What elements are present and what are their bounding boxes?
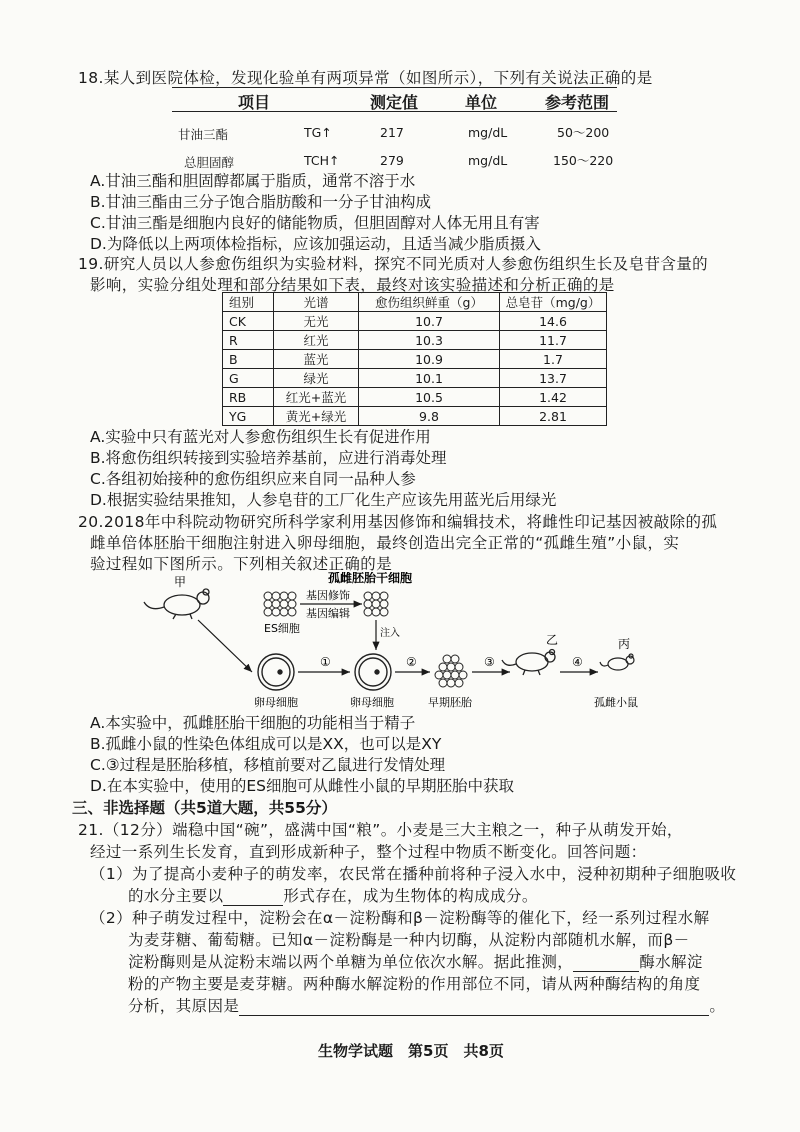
mouse-jia-icon [144,589,209,619]
diagram-label-egg1: 卵母细胞 [254,696,298,709]
table-cell: 13.7 [500,369,607,388]
table-cell: 1.42 [500,388,607,407]
diagram-step-2: ② [406,655,417,669]
q18-table-top-rule [172,87,617,88]
haploid-stem-cell-cluster-icon [364,592,388,616]
diagram-label-egg2: 卵母细胞 [350,696,394,709]
table-cell: CK [223,312,274,331]
table-cell: 10.5 [359,388,500,407]
oocyte-icon [258,654,294,690]
q21-p2-text-end: 。 [709,997,726,1015]
q21-line1: 21.（12分）端稳中国“碗”，盛满中国“粮”。小麦是三大主粮之一，种子从萌发开始， [78,821,683,839]
q20-stem-line1: 20.2018年中科院动物研究所科学家利用基因修饰和编辑技术，将雌性印记基因被敲除的孤 [78,513,718,531]
table-row [223,293,607,312]
q18-stem: 18.某人到医院体检，发现化验单有两项异常（如图所示），下列有关说法正确的是 [78,69,653,87]
q18-row2-item: 总胆固醇 [184,155,235,170]
q21-p1-text-pre: 的水分主要以 [128,887,224,905]
diagram-label-edit: 基因编辑 [306,607,350,620]
diagram-label-mod: 基因修饰 [306,589,350,602]
q18-header-unit: 单位 [465,93,498,112]
diagram-label-yi: 乙 [546,633,559,647]
q20-process-diagram [140,572,660,712]
q19-option-a: A.实验中只有蓝光对人参愈伤组织生长有促进作用 [90,428,431,446]
table-cell: 无光 [274,312,359,331]
q21-line2: 经过一系列生长发育，直到形成新种子，整个过程中物质不断变化。回答问题： [90,843,647,861]
q20-option-d: D.在本实验中，使用的ES细胞可从雌性小鼠的早期胚胎中获取 [90,777,514,795]
mouse-yi-icon [502,650,555,676]
table-cell: R [223,331,274,350]
table-cell: 11.7 [500,331,607,350]
diagram-label-result: 孤雌小鼠 [594,696,638,709]
page-footer: 生物学试题 第5页 共8页 [318,1042,504,1060]
q18-option-c: C.甘油三酯是细胞内良好的储能物质，但胆固醇对人体无用且有害 [90,214,540,232]
diagram-step-1: ① [320,655,331,669]
early-embryo-icon [435,655,467,687]
table-cell: 红光 [274,331,359,350]
q18-row2-value: 279 [380,153,404,168]
q18-row2-code: TCH↑ [304,153,340,168]
q18-option-b: B.甘油三酯由三分子饱合脂肪酸和一分子甘油构成 [90,193,432,211]
table-cell: 10.3 [359,331,500,350]
q18-table-header-rule [172,111,617,112]
table-row [223,331,607,350]
table-cell: G [223,369,274,388]
q21-p2-line4: 粉的产物主要是麦芽糖。两种酶水解淀粉的作用部位不同，请从两种酶结构的角度 [128,975,701,993]
diagram-label-es: ES细胞 [264,622,300,635]
q21-answer-blank-1[interactable] [223,887,283,906]
q19-header-group: 组别 [223,293,274,312]
q18-row1-unit: mg/dL [468,125,508,140]
table-cell: 绿光 [274,369,359,388]
table-row [223,388,607,407]
diagram-step-3: ③ [484,655,495,669]
q18-row2-range: 150～220 [553,153,614,168]
diagram-step-4: ④ [572,655,583,669]
q20-option-a: A.本实验中，孤雌胚胎干细胞的功能相当于精子 [90,714,416,732]
q20-stem-line3: 验过程如下图所示。下列相关叙述正确的是 [90,555,393,573]
section-title: 三、非选择题（共5道大题，共55分） [72,799,337,817]
q19-option-b: B.将愈伤组织转接到实验培养基前，应进行消毒处理 [90,449,447,467]
table-cell: 9.8 [359,407,500,426]
q21-p1-text-post: 形式存在，成为生物体的构成成分。 [283,887,538,905]
q18-option-d: D.为降低以上两项体检指标，应该加强运动，且适当减少脂质摄入 [90,235,541,253]
q21-p2-line5 [128,994,725,1016]
diagram-label-bing: 丙 [618,637,631,651]
table-cell: B [223,350,274,369]
q19-data-table [222,292,607,426]
q18-row1-item: 甘油三酯 [178,127,229,142]
table-row [223,407,607,426]
q19-option-d: D.根据实验结果推知，人参皂苷的工厂化生产应该先用蓝光后用绿光 [90,491,557,509]
oocyte-injected-icon [355,654,391,690]
q19-stem-line1: 19.研究人员以人参愈伤组织为实验材料，探究不同光质对人参愈伤组织生长及皂苷含量的 [78,255,709,273]
q18-header-range: 参考范围 [545,93,610,112]
table-cell: 黄光+绿光 [274,407,359,426]
table-row [223,350,607,369]
q19-header-weight: 愈伤组织鲜重（g） [359,293,500,312]
q18-row1-value: 217 [380,125,404,140]
table-cell: 10.1 [359,369,500,388]
q21-p2-line1: （2）种子萌发过程中，淀粉会在α－淀粉酶和β－淀粉酶等的催化下，经一系列过程水解 [90,909,710,927]
q19-header-spectrum: 光谱 [274,293,359,312]
q21-p1-line1: （1）为了提高小麦种子的萌发率，农民常在播种前将种子浸入水中，浸种初期种子细胞吸收 [90,865,737,883]
q21-p2-text-post: 酶水解淀 [639,953,703,971]
q21-p2-text-reason: 分析，其原因是 [128,997,240,1015]
diagram-label-haploid-title: 孤雌胚胎干细胞 [328,572,413,585]
mouse-bing-icon [600,654,634,670]
table-cell: YG [223,407,274,426]
q20-option-c: C.③过程是胚胎移植，移植前要对乙鼠进行发情处理 [90,756,446,774]
table-cell: 蓝光 [274,350,359,369]
q21-p2-text-pre: 淀粉酶则是从淀粉末端以两个单糖为单位依次水解。据此推测， [128,953,574,971]
diagram-label-inject: 注入 [380,628,400,639]
arrow-jia-to-egg [198,620,252,672]
table-row [223,312,607,331]
q21-answer-blank-3[interactable] [239,997,709,1016]
q19-header-saponin: 总皂苷（mg/g） [500,293,607,312]
q20-stem-line2: 雌单倍体胚胎干细胞注射进入卵母细胞，最终创造出完全正常的“孤雌生殖”小鼠，实 [90,534,680,552]
table-cell: RB [223,388,274,407]
table-cell: 14.6 [500,312,607,331]
q21-answer-blank-2[interactable] [573,953,639,972]
es-cell-cluster-icon [264,592,296,616]
q19-option-c: C.各组初始接种的愈伤组织应来自同一品种人参 [90,470,416,488]
q18-row1-code: TG↑ [304,125,332,140]
q18-header-value: 测定值 [370,93,419,112]
q18-option-a: A.甘油三酯和胆固醇都属于脂质，通常不溶于水 [90,172,416,190]
table-row [223,369,607,388]
table-cell: 1.7 [500,350,607,369]
q21-p1-line2 [128,884,538,906]
q18-row1-range: 50～200 [557,125,610,140]
q21-p2-line3 [128,950,703,972]
q20-option-b: B.孤雌小鼠的性染色体组成可以是XX，也可以是XY [90,735,442,753]
q18-header-item: 项目 [238,93,271,112]
q21-p2-line2: 为麦芽糖、葡萄糖。已知α－淀粉酶是一种内切酶，从淀粉内部随机水解，而β－ [128,931,690,949]
table-cell: 10.9 [359,350,500,369]
table-cell: 红光+蓝光 [274,388,359,407]
diagram-label-early-embryo: 早期胚胎 [428,696,472,709]
table-cell: 2.81 [500,407,607,426]
table-cell: 10.7 [359,312,500,331]
q18-row2-unit: mg/dL [468,153,508,168]
diagram-label-jia: 甲 [174,575,187,589]
q19-stem-line2: 影响，实验分组处理和部分结果如下表，最终对该实验描述和分析正确的是 [90,276,615,294]
